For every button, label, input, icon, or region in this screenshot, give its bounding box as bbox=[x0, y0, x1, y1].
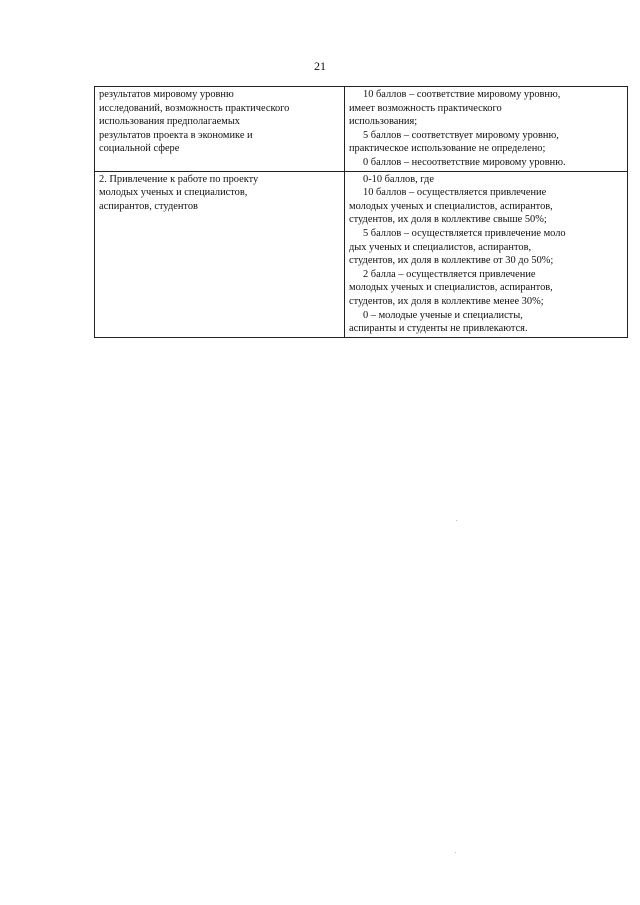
score-line: использования; bbox=[349, 116, 418, 128]
score-line: молодых ученых и специалистов, аспирантов, bbox=[349, 200, 553, 212]
score-line: студентов, их доля в коллективе свыше 50%; bbox=[349, 214, 547, 226]
table-row bbox=[95, 171, 628, 337]
criteria-table bbox=[94, 86, 628, 338]
table-row bbox=[95, 87, 628, 172]
score-line: 0-10 баллов, где bbox=[363, 173, 434, 185]
criterion-line: использования предполагаемых bbox=[99, 116, 241, 128]
score-line: имеет возможность практического bbox=[349, 102, 502, 114]
score-line: 10 баллов – соответствие мировому уровню, bbox=[363, 89, 561, 100]
score-line: 10 баллов – осуществляется привлечение bbox=[363, 187, 547, 199]
scan-speck bbox=[456, 520, 457, 521]
score-line: аспиранты и студенты не привлекаются. bbox=[349, 323, 528, 335]
score-line: практическое использование не определено; bbox=[349, 143, 546, 155]
score-line: 0 баллов – несоответствие мировому уровню. bbox=[363, 156, 566, 168]
score-line: 5 баллов – осуществляется привлечение моло bbox=[363, 227, 566, 239]
criterion-line: исследований, возможность практического bbox=[99, 102, 290, 114]
score-line: 2 балла – осуществляется привлечение bbox=[363, 268, 536, 280]
page-number: 21 bbox=[314, 59, 326, 73]
score-cell bbox=[345, 171, 628, 337]
score-line: дых ученых и специалистов, аспирантов, bbox=[349, 241, 532, 253]
score-cell bbox=[345, 87, 628, 172]
criterion-line: 2. Привлечение к работе по проекту bbox=[99, 173, 259, 185]
score-line: 0 – молодые ученые и специалисты, bbox=[363, 309, 523, 321]
score-line: студентов, их доля в коллективе менее 30%; bbox=[349, 295, 544, 307]
criterion-cell bbox=[95, 171, 345, 337]
scan-speck bbox=[455, 852, 456, 853]
criterion-line: результатов проекта в экономике и bbox=[99, 129, 253, 141]
criterion-line: аспирантов, студентов bbox=[99, 200, 198, 212]
score-line: 5 баллов – соответствует мировому уровню, bbox=[363, 129, 559, 141]
score-line: молодых ученых и специалистов, аспирантов, bbox=[349, 282, 553, 294]
criterion-line: результатов мировому уровню bbox=[99, 89, 234, 100]
criterion-line: молодых ученых и специалистов, bbox=[99, 187, 248, 199]
score-line: студентов, их доля в коллективе от 30 до 50%; bbox=[349, 255, 554, 267]
criterion-line: социальной сфере bbox=[99, 143, 180, 155]
criterion-cell bbox=[95, 87, 345, 172]
